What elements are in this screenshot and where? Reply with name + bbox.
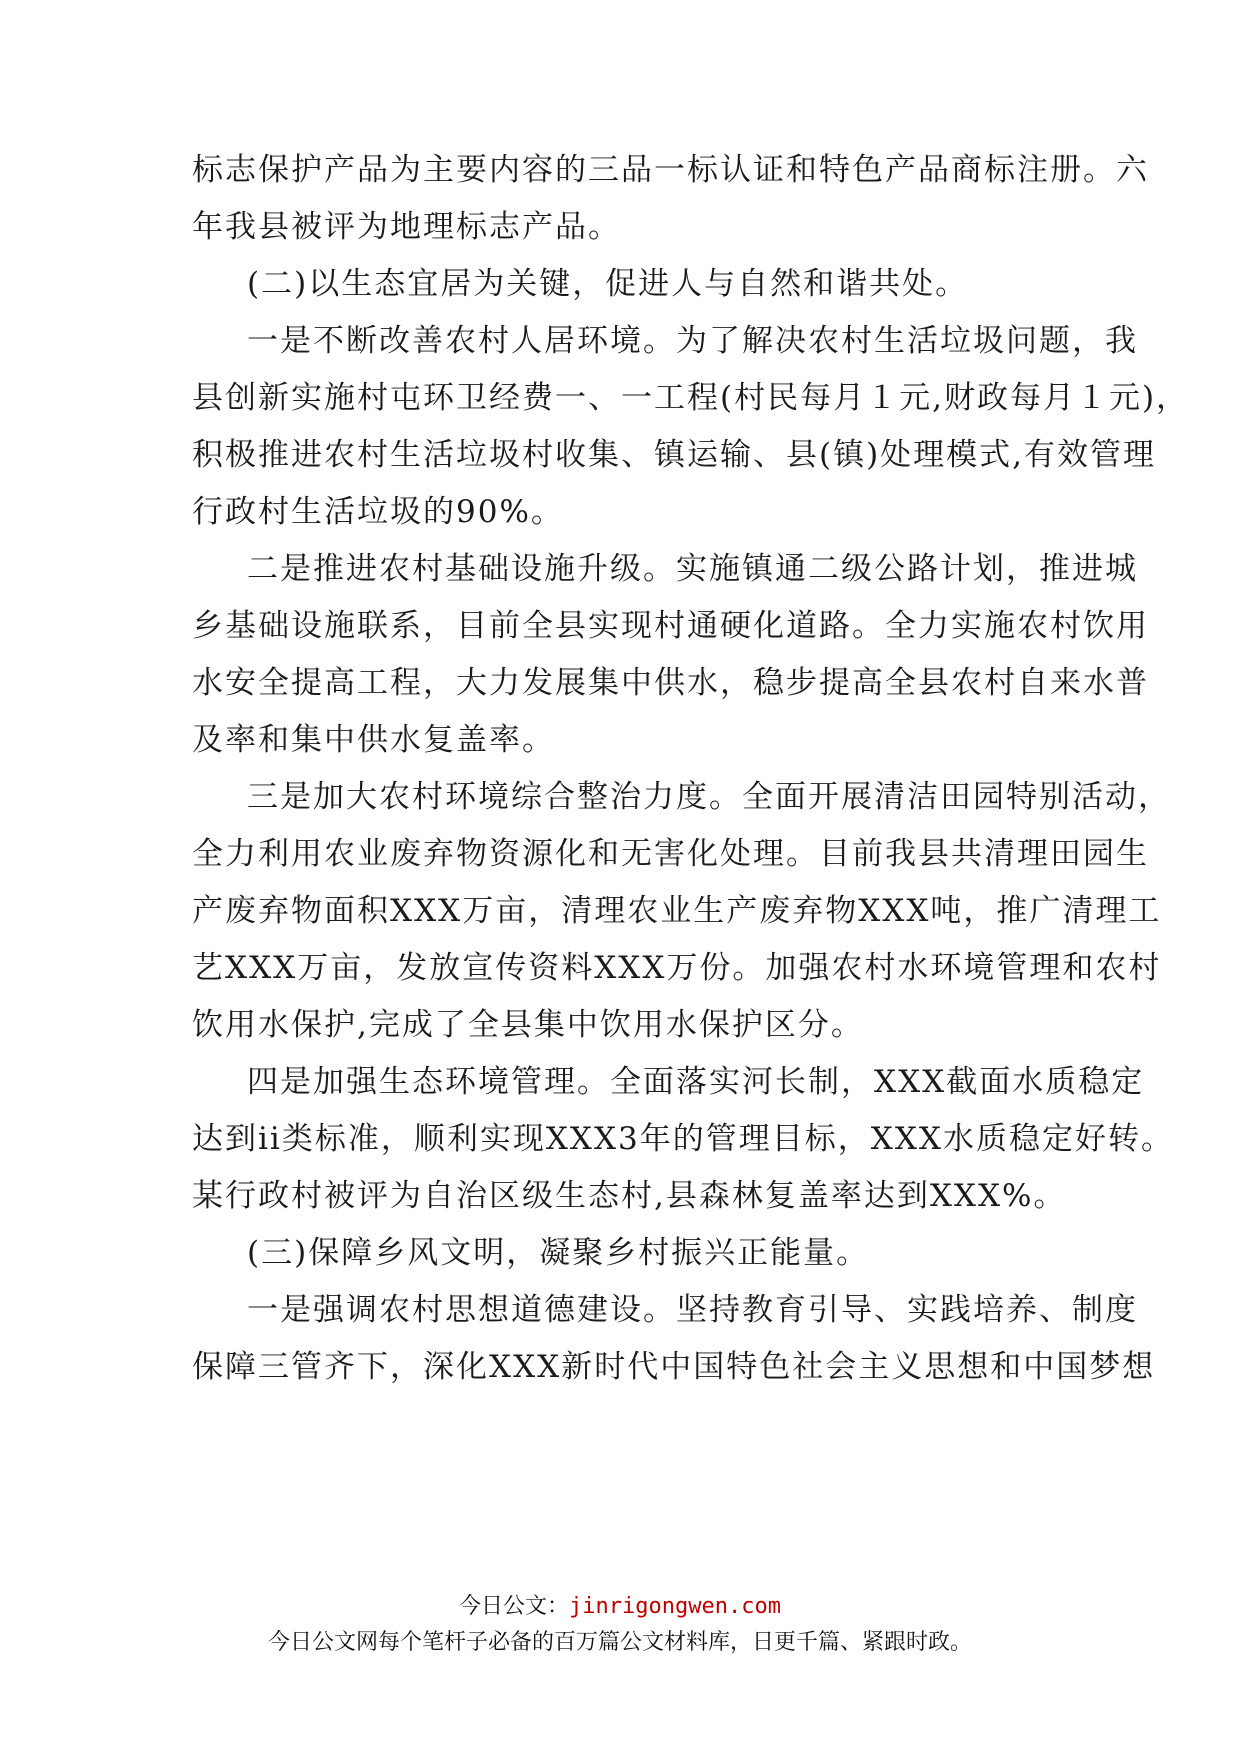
paragraph-start: 一是强调农村思想道德建设。坚持教育引导、实践培养、制度 [247,1292,1138,1328]
footer-source [0,1592,1240,1622]
paragraph-start: 二是推进农村基础设施升级。实施镇通二级公路计划，推进城 [247,551,1138,587]
body-line: 及率和集中供水复盖率。 [192,722,555,758]
body-line: 某行政村被评为自治区级生态村,县森林复盖率达到XXX%。 [192,1178,1067,1214]
body-line: 乡基础设施联系，目前全县实现村通硬化道路。全力实施农村饮用 [192,608,1149,644]
paragraph-start: 三是加大农村环境综合整治力度。全面开展清洁田园特别活动， [247,779,1171,815]
body-line: 全力利用农业废弃物资源化和无害化处理。目前我县共清理田园生 [192,836,1149,872]
section-heading: (三)保障乡风文明，凝聚乡村振兴正能量。 [247,1235,870,1271]
body-line: 产废弃物面积XXX万亩，清理农业生产废弃物XXX吨，推广清理工 [192,893,1162,929]
body-line: 行政村生活垃圾的90%。 [192,494,564,530]
footer-label: 今日公文： [459,1594,570,1619]
footer-site-link[interactable]: jinrigongwen.com [569,1594,781,1619]
paragraph-start: 一是不断改善农村人居环境。为了解决农村生活垃圾问题，我 [247,323,1138,359]
body-line: 标志保护产品为主要内容的三品一标认证和特色产品商标注册。六 [192,152,1149,188]
body-line: 保障三管齐下，深化XXX新时代中国特色社会主义思想和中国梦想 [192,1349,1156,1385]
paragraph-start: 四是加强生态环境管理。全面落实河长制，XXX截面水质稳定 [247,1064,1145,1100]
body-line: 年我县被评为地理标志产品。 [192,209,621,245]
body-line: 积极推进农村生活垃圾村收集、镇运输、县(镇)处理模式,有效管理 [192,437,1157,473]
body-line: 水安全提高工程，大力发展集中供水，稳步提高全县农村自来水普 [192,665,1149,701]
body-line: 县创新实施村屯环卫经费一、一工程(村民每月１元,财政每月１元)， [192,380,1190,416]
footer-slogan: 今日公文网每个笔杆子必备的百万篇公文材料库，日更千篇、紧跟时政。 [267,1630,972,1655]
body-line: 达到ii类标准，顺利实现XXX3年的管理目标，XXX水质稳定好转。 [192,1121,1174,1157]
body-line: 饮用水保护,完成了全县集中饮用水保护区分。 [192,1007,864,1043]
section-heading: (二)以生态宜居为关键，促进人与自然和谐共处。 [247,266,969,302]
body-line: 艺XXX万亩，发放宣传资料XXX万份。加强农村水环境管理和农村 [192,950,1162,986]
